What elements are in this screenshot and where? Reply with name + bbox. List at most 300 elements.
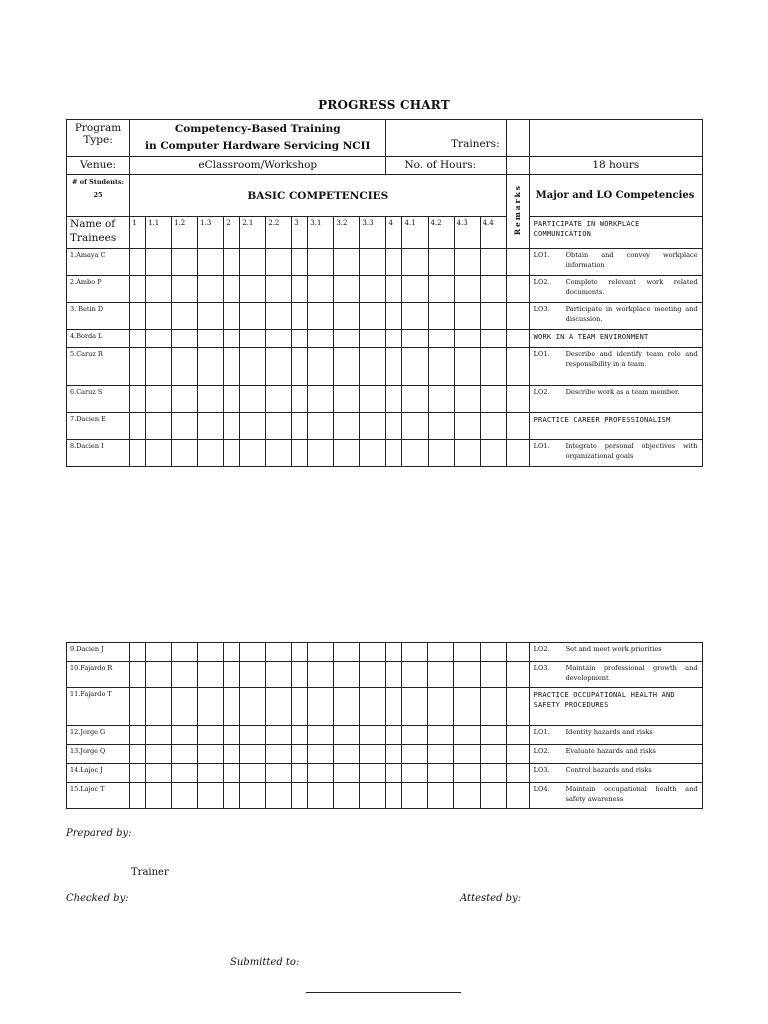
- remarks-cell[interactable]: [506, 386, 529, 413]
- grade-cell[interactable]: [240, 276, 266, 303]
- grade-cell[interactable]: [224, 348, 240, 386]
- grade-cell[interactable]: [292, 386, 308, 413]
- trainee-name: 13.Jorge Q: [67, 745, 130, 764]
- grade-cell[interactable]: [334, 643, 360, 662]
- grade-cell[interactable]: [240, 386, 266, 413]
- grade-cell[interactable]: [266, 745, 292, 764]
- grade-cell[interactable]: [224, 662, 240, 688]
- trainee-row: [67, 662, 703, 688]
- grade-cell[interactable]: [454, 688, 480, 726]
- grade-cell[interactable]: [172, 764, 198, 783]
- grade-cell[interactable]: [146, 330, 172, 348]
- grade-cell[interactable]: [240, 249, 266, 276]
- grade-cell[interactable]: [402, 745, 428, 764]
- grade-cell[interactable]: [480, 330, 506, 348]
- grade-cell[interactable]: [198, 643, 224, 662]
- grade-cell[interactable]: [266, 348, 292, 386]
- grade-cell[interactable]: [292, 330, 308, 348]
- grade-cell[interactable]: [130, 643, 146, 662]
- grade-cell[interactable]: [198, 330, 224, 348]
- grade-cell[interactable]: [428, 764, 454, 783]
- grade-cell[interactable]: [308, 688, 334, 726]
- competency-col-3-1: 3.1: [308, 217, 334, 249]
- remarks-cell[interactable]: [506, 330, 529, 348]
- grade-cell[interactable]: [428, 688, 454, 726]
- grade-cell[interactable]: [454, 783, 480, 809]
- trainee-name: 5.Caruz R: [67, 348, 130, 386]
- remarks-cell[interactable]: [506, 249, 529, 276]
- grade-cell[interactable]: [454, 413, 480, 440]
- lo-text: Participate in workplace meeting and discussion.: [565, 305, 698, 323]
- grade-cell[interactable]: [402, 688, 428, 726]
- grade-cell[interactable]: [240, 303, 266, 330]
- grade-cell[interactable]: [240, 348, 266, 386]
- grade-cell[interactable]: [360, 386, 386, 413]
- grade-cell[interactable]: [334, 348, 360, 386]
- lo-text: Complete relevant work related documents.: [565, 278, 698, 296]
- grade-cell[interactable]: [172, 662, 198, 688]
- grade-cell[interactable]: [224, 413, 240, 440]
- grade-cell[interactable]: [360, 249, 386, 276]
- grade-cell[interactable]: [454, 330, 480, 348]
- grade-cell[interactable]: [292, 783, 308, 809]
- grade-cell[interactable]: [292, 745, 308, 764]
- grade-cell[interactable]: [224, 330, 240, 348]
- lo-text: Maintain occupational health and safety awareness: [565, 785, 698, 803]
- trainee-row: [67, 276, 703, 303]
- grade-cell[interactable]: [198, 276, 224, 303]
- grade-cell[interactable]: [334, 330, 360, 348]
- grade-cell[interactable]: [292, 276, 308, 303]
- grade-cell[interactable]: [308, 764, 334, 783]
- grade-cell[interactable]: [292, 440, 308, 467]
- grade-cell[interactable]: [386, 643, 402, 662]
- grade-cell[interactable]: [224, 783, 240, 809]
- grade-cell[interactable]: [360, 643, 386, 662]
- grade-cell[interactable]: [146, 249, 172, 276]
- grade-cell[interactable]: [292, 348, 308, 386]
- grade-cell[interactable]: [454, 303, 480, 330]
- grade-cell[interactable]: [334, 440, 360, 467]
- grade-cell[interactable]: [266, 440, 292, 467]
- grade-cell[interactable]: [480, 662, 506, 688]
- grade-cell[interactable]: [240, 764, 266, 783]
- grade-cell[interactable]: [428, 330, 454, 348]
- grade-cell[interactable]: [146, 413, 172, 440]
- lo-text: Describe and identify team role and responsibility in a team.: [565, 350, 698, 368]
- grade-cell[interactable]: [240, 440, 266, 467]
- grade-cell[interactable]: [130, 249, 146, 276]
- grade-cell[interactable]: [480, 745, 506, 764]
- grade-cell[interactable]: [480, 386, 506, 413]
- grade-cell[interactable]: [198, 303, 224, 330]
- grade-cell[interactable]: [172, 249, 198, 276]
- grade-cell[interactable]: [224, 688, 240, 726]
- grade-cell[interactable]: [292, 643, 308, 662]
- grade-cell[interactable]: [240, 688, 266, 726]
- grade-cell[interactable]: [130, 726, 146, 745]
- competency-col-4-2: 4.2: [428, 217, 454, 249]
- grade-cell[interactable]: [266, 249, 292, 276]
- grade-cell[interactable]: [334, 783, 360, 809]
- grade-cell[interactable]: [480, 764, 506, 783]
- grade-cell[interactable]: [266, 662, 292, 688]
- grade-cell[interactable]: [386, 745, 402, 764]
- grade-cell[interactable]: [308, 330, 334, 348]
- remarks-cell[interactable]: [506, 745, 529, 764]
- remarks-cell[interactable]: [506, 276, 529, 303]
- grade-cell[interactable]: [360, 745, 386, 764]
- grade-cell[interactable]: [454, 745, 480, 764]
- grade-cell[interactable]: [428, 348, 454, 386]
- grade-cell[interactable]: [146, 688, 172, 726]
- grade-cell[interactable]: [360, 330, 386, 348]
- grade-cell[interactable]: [240, 745, 266, 764]
- grade-cell[interactable]: [308, 386, 334, 413]
- grade-cell[interactable]: [454, 440, 480, 467]
- grade-cell[interactable]: [360, 413, 386, 440]
- grade-cell[interactable]: [480, 440, 506, 467]
- grade-cell[interactable]: [334, 303, 360, 330]
- prepared-by-label: Prepared by:: [66, 828, 132, 839]
- grade-cell[interactable]: [480, 249, 506, 276]
- grade-cell[interactable]: [198, 413, 224, 440]
- grade-cell[interactable]: [224, 440, 240, 467]
- grade-cell[interactable]: [402, 303, 428, 330]
- remarks-cell[interactable]: [506, 348, 529, 386]
- grade-cell[interactable]: [402, 348, 428, 386]
- grade-cell[interactable]: [308, 440, 334, 467]
- grade-cell[interactable]: [224, 303, 240, 330]
- grade-cell[interactable]: [386, 386, 402, 413]
- grade-cell[interactable]: [172, 413, 198, 440]
- grade-cell[interactable]: [454, 249, 480, 276]
- grade-cell[interactable]: [454, 386, 480, 413]
- grade-cell[interactable]: [480, 726, 506, 745]
- grade-cell[interactable]: [198, 249, 224, 276]
- grade-cell[interactable]: [172, 745, 198, 764]
- grade-cell[interactable]: [360, 348, 386, 386]
- grade-cell[interactable]: [146, 726, 172, 745]
- grade-cell[interactable]: [480, 413, 506, 440]
- grade-cell[interactable]: [480, 276, 506, 303]
- grade-cell[interactable]: [308, 643, 334, 662]
- grade-cell[interactable]: [198, 783, 224, 809]
- grade-cell[interactable]: [480, 348, 506, 386]
- grade-cell[interactable]: [334, 745, 360, 764]
- grade-cell[interactable]: [308, 413, 334, 440]
- grade-cell[interactable]: [428, 745, 454, 764]
- trainee-name: 3. Betin D: [67, 303, 130, 330]
- grade-cell[interactable]: [224, 764, 240, 783]
- grade-cell[interactable]: [130, 386, 146, 413]
- competency-col-2-1: 2.1: [240, 217, 266, 249]
- grade-cell[interactable]: [146, 764, 172, 783]
- grade-cell[interactable]: [454, 276, 480, 303]
- grade-cell[interactable]: [198, 662, 224, 688]
- grade-cell[interactable]: [146, 643, 172, 662]
- grade-cell[interactable]: [292, 662, 308, 688]
- grade-cell[interactable]: [292, 303, 308, 330]
- grade-cell[interactable]: [360, 440, 386, 467]
- grade-cell[interactable]: [198, 745, 224, 764]
- competency-col-4-4: 4.4: [480, 217, 506, 249]
- grade-cell[interactable]: [386, 276, 402, 303]
- grade-cell[interactable]: [428, 303, 454, 330]
- grade-cell[interactable]: [428, 783, 454, 809]
- grade-cell[interactable]: [292, 413, 308, 440]
- grade-cell[interactable]: [224, 276, 240, 303]
- grade-cell[interactable]: [130, 276, 146, 303]
- grade-cell[interactable]: [240, 783, 266, 809]
- grade-cell[interactable]: [172, 726, 198, 745]
- remarks-cell[interactable]: [506, 764, 529, 783]
- remarks-cell[interactable]: [506, 440, 529, 467]
- grade-cell[interactable]: [198, 764, 224, 783]
- grade-cell[interactable]: [266, 643, 292, 662]
- grade-cell[interactable]: [360, 662, 386, 688]
- learning-outcome: [529, 662, 702, 688]
- grade-cell[interactable]: [334, 662, 360, 688]
- grade-cell[interactable]: [480, 643, 506, 662]
- grade-cell[interactable]: [428, 440, 454, 467]
- remarks-cell[interactable]: [506, 643, 529, 662]
- learning-outcome: [529, 726, 702, 745]
- grade-cell[interactable]: [130, 662, 146, 688]
- grade-cell[interactable]: [224, 643, 240, 662]
- grade-cell[interactable]: [292, 688, 308, 726]
- grade-cell[interactable]: [146, 303, 172, 330]
- grade-cell[interactable]: [198, 386, 224, 413]
- grade-cell[interactable]: [266, 276, 292, 303]
- grade-cell[interactable]: [266, 688, 292, 726]
- remarks-cell[interactable]: [506, 303, 529, 330]
- grade-cell[interactable]: [172, 330, 198, 348]
- section-participate: PARTICIPATE IN WORKPLACE COMMUNICATION: [529, 217, 702, 249]
- grade-cell[interactable]: [334, 249, 360, 276]
- grade-cell[interactable]: [224, 726, 240, 745]
- lo-code: LO1.: [533, 728, 550, 736]
- grade-cell[interactable]: [172, 386, 198, 413]
- grade-cell[interactable]: [308, 745, 334, 764]
- grade-cell[interactable]: [266, 386, 292, 413]
- grade-cell[interactable]: [266, 330, 292, 348]
- lo-code: LO3.: [533, 664, 550, 672]
- grade-cell[interactable]: [454, 726, 480, 745]
- lo-text: Describe work as a team member.: [565, 388, 680, 396]
- grade-cell[interactable]: [266, 413, 292, 440]
- program-type-label: Program Type:: [67, 120, 130, 157]
- grade-cell[interactable]: [402, 764, 428, 783]
- grade-cell[interactable]: [240, 726, 266, 745]
- learning-outcome: [529, 783, 702, 809]
- page-title: PROGRESS CHART: [318, 98, 450, 112]
- competency-col-1-1: 1.1: [146, 217, 172, 249]
- grade-cell[interactable]: [428, 662, 454, 688]
- grade-cell[interactable]: [292, 764, 308, 783]
- grade-cell[interactable]: [480, 688, 506, 726]
- grade-cell[interactable]: [266, 783, 292, 809]
- lo-text: Integrate personal objectives with organizational goals: [565, 442, 698, 460]
- remarks-cell[interactable]: [506, 413, 529, 440]
- grade-cell[interactable]: [240, 643, 266, 662]
- grade-cell[interactable]: [146, 662, 172, 688]
- grade-cell[interactable]: [266, 764, 292, 783]
- trainee-name: 12.Jorge G: [67, 726, 130, 745]
- grade-cell[interactable]: [266, 726, 292, 745]
- grade-cell[interactable]: [480, 783, 506, 809]
- remarks-cell[interactable]: [506, 688, 529, 726]
- grade-cell[interactable]: [386, 726, 402, 745]
- submitted-to-label: Submitted to:: [230, 957, 300, 968]
- grade-cell[interactable]: [146, 386, 172, 413]
- competency-col-1-3: 1.3: [198, 217, 224, 249]
- grade-cell[interactable]: [308, 726, 334, 745]
- grade-cell[interactable]: [402, 783, 428, 809]
- grade-cell[interactable]: [428, 643, 454, 662]
- grade-cell[interactable]: [130, 330, 146, 348]
- hours-label: No. of Hours:: [386, 157, 506, 175]
- grade-cell[interactable]: [308, 348, 334, 386]
- grade-cell[interactable]: [360, 688, 386, 726]
- grade-cell[interactable]: [454, 643, 480, 662]
- grade-cell[interactable]: [308, 249, 334, 276]
- grade-cell[interactable]: [172, 783, 198, 809]
- grade-cell[interactable]: [130, 688, 146, 726]
- grade-cell[interactable]: [360, 783, 386, 809]
- grade-cell[interactable]: [454, 348, 480, 386]
- competency-col-2-2: 2.2: [266, 217, 292, 249]
- trainee-row: [67, 440, 703, 467]
- grade-cell[interactable]: [360, 764, 386, 783]
- grade-cell[interactable]: [402, 413, 428, 440]
- grade-cell[interactable]: [308, 662, 334, 688]
- grade-cell[interactable]: [386, 303, 402, 330]
- grade-cell[interactable]: [386, 764, 402, 783]
- grade-cell[interactable]: [240, 413, 266, 440]
- grade-cell[interactable]: [130, 783, 146, 809]
- grade-cell[interactable]: [146, 440, 172, 467]
- grade-cell[interactable]: [360, 726, 386, 745]
- grade-cell[interactable]: [386, 348, 402, 386]
- remarks-cell[interactable]: [506, 783, 529, 809]
- grade-cell[interactable]: [454, 764, 480, 783]
- grade-cell[interactable]: [146, 276, 172, 303]
- grade-cell[interactable]: [266, 303, 292, 330]
- grade-cell[interactable]: [130, 745, 146, 764]
- trainee-name: 10.Fajardo R: [67, 662, 130, 688]
- lo-code: LO1.: [533, 251, 550, 259]
- grade-cell[interactable]: [454, 662, 480, 688]
- grade-cell[interactable]: [360, 303, 386, 330]
- grade-cell[interactable]: [146, 348, 172, 386]
- grade-cell[interactable]: [172, 276, 198, 303]
- grade-cell[interactable]: [334, 688, 360, 726]
- grade-cell[interactable]: [386, 783, 402, 809]
- grade-cell[interactable]: [308, 276, 334, 303]
- grade-cell[interactable]: [480, 303, 506, 330]
- grade-cell[interactable]: [292, 249, 308, 276]
- grade-cell[interactable]: [402, 386, 428, 413]
- grade-cell[interactable]: [172, 303, 198, 330]
- grade-cell[interactable]: [172, 440, 198, 467]
- grade-cell[interactable]: [386, 249, 402, 276]
- trainee-name: 11.Fajardo T: [67, 688, 130, 726]
- grade-cell[interactable]: [386, 330, 402, 348]
- grade-cell[interactable]: [386, 688, 402, 726]
- grade-cell[interactable]: [240, 330, 266, 348]
- grade-cell[interactable]: [130, 764, 146, 783]
- grade-cell[interactable]: [402, 440, 428, 467]
- grade-cell[interactable]: [198, 688, 224, 726]
- grade-cell[interactable]: [224, 745, 240, 764]
- grade-cell[interactable]: [172, 688, 198, 726]
- grade-cell[interactable]: [334, 726, 360, 745]
- grade-cell[interactable]: [386, 413, 402, 440]
- grade-cell[interactable]: [428, 726, 454, 745]
- grade-cell[interactable]: [334, 764, 360, 783]
- grade-cell[interactable]: [402, 249, 428, 276]
- grade-cell[interactable]: [402, 662, 428, 688]
- grade-cell[interactable]: [130, 440, 146, 467]
- lo-text: Obtain and convey workplace information: [565, 251, 698, 269]
- grade-cell[interactable]: [308, 783, 334, 809]
- trainer-label: Trainer: [131, 867, 169, 878]
- competency-col-1: 1: [130, 217, 146, 249]
- grade-cell[interactable]: [172, 643, 198, 662]
- basic-competencies-header: BASIC COMPETENCIES: [130, 175, 507, 217]
- grade-cell[interactable]: [224, 386, 240, 413]
- grade-cell[interactable]: [334, 276, 360, 303]
- grade-cell[interactable]: [198, 440, 224, 467]
- grade-cell[interactable]: [402, 726, 428, 745]
- grade-cell[interactable]: [402, 276, 428, 303]
- grade-cell[interactable]: [146, 783, 172, 809]
- grade-cell[interactable]: [224, 249, 240, 276]
- grade-cell[interactable]: [334, 413, 360, 440]
- grade-cell[interactable]: [386, 440, 402, 467]
- grade-cell[interactable]: [428, 386, 454, 413]
- grade-cell[interactable]: [334, 386, 360, 413]
- grade-cell[interactable]: [428, 276, 454, 303]
- grade-cell[interactable]: [402, 330, 428, 348]
- grade-cell[interactable]: [130, 303, 146, 330]
- trainee-row: [67, 688, 703, 726]
- grade-cell[interactable]: [198, 348, 224, 386]
- lo-text: Set and meet work priorities: [565, 645, 662, 653]
- trainee-name: 8.Dacien I: [67, 440, 130, 467]
- trainers-value: [529, 120, 702, 157]
- remarks-cell[interactable]: [506, 662, 529, 688]
- grade-cell[interactable]: [308, 303, 334, 330]
- grade-cell[interactable]: [428, 413, 454, 440]
- grade-cell[interactable]: [386, 662, 402, 688]
- grade-cell[interactable]: [292, 726, 308, 745]
- grade-cell[interactable]: [402, 643, 428, 662]
- competency-col-3: 3: [292, 217, 308, 249]
- grade-cell[interactable]: [198, 726, 224, 745]
- grade-cell[interactable]: [360, 276, 386, 303]
- remarks-cell[interactable]: [506, 726, 529, 745]
- grade-cell[interactable]: [172, 348, 198, 386]
- grade-cell[interactable]: [240, 662, 266, 688]
- grade-cell[interactable]: [146, 745, 172, 764]
- grade-cell[interactable]: [428, 249, 454, 276]
- grade-cell[interactable]: [130, 413, 146, 440]
- lo-code: LO1.: [533, 350, 550, 358]
- grade-cell[interactable]: [130, 348, 146, 386]
- trainee-row: [67, 330, 703, 348]
